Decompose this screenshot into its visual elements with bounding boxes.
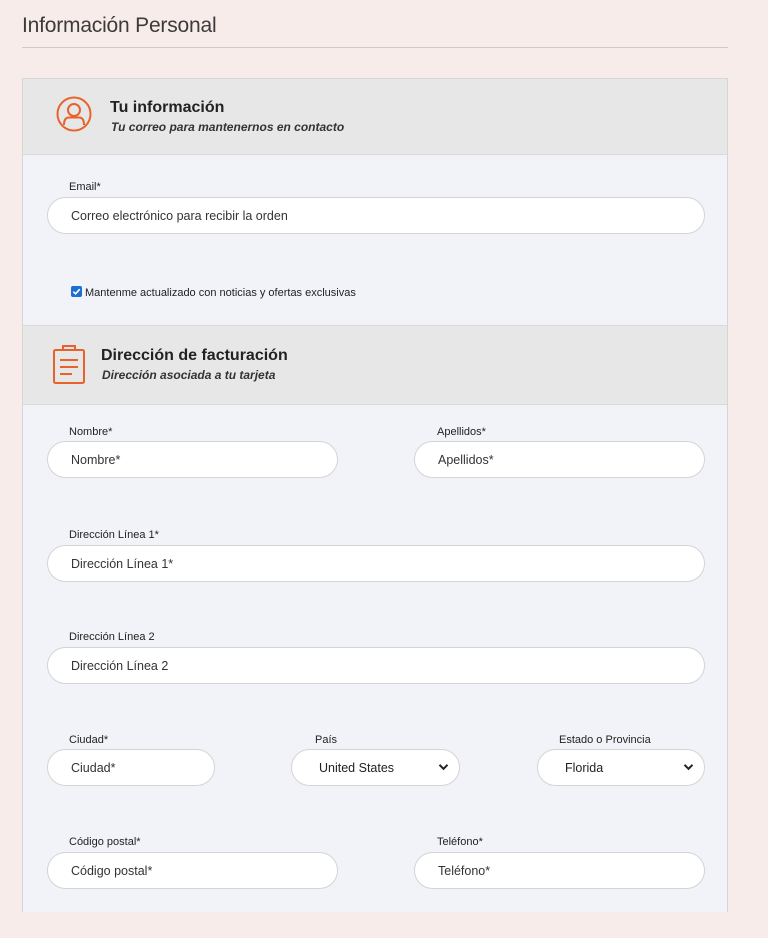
last-name-label: Apellidos*	[437, 426, 486, 438]
newsletter-label: Mantenme actualizado con noticias y ofertas exclusivas	[85, 287, 356, 299]
first-name-input[interactable]	[47, 441, 338, 478]
email-label: Email*	[69, 181, 101, 193]
state-value: Florida	[565, 760, 604, 775]
zip-label: Código postal*	[69, 836, 141, 848]
form-card	[22, 78, 728, 938]
page-bottom-strip	[0, 912, 768, 938]
city-input[interactable]	[47, 749, 215, 786]
chevron-down-icon	[683, 763, 694, 771]
first-name-label: Nombre*	[69, 426, 113, 438]
billing-title: Dirección de facturación	[101, 347, 288, 364]
phone-label: Teléfono*	[437, 836, 483, 848]
clipboard-icon	[51, 343, 87, 385]
page-title: Información Personal	[22, 14, 217, 37]
state-label: Estado o Provincia	[559, 734, 651, 746]
address1-label: Dirección Línea 1*	[69, 529, 159, 541]
address2-label: Dirección Línea 2	[69, 631, 155, 643]
state-select[interactable]	[537, 749, 705, 786]
title-divider	[22, 47, 728, 48]
your-info-header	[23, 79, 727, 155]
city-label: Ciudad*	[69, 734, 109, 746]
chevron-down-icon	[438, 763, 449, 771]
billing-subtitle: Dirección asociada a tu tarjeta	[102, 368, 276, 382]
zip-input[interactable]	[47, 852, 338, 889]
user-circle-icon	[55, 95, 93, 133]
your-info-subtitle: Tu correo para mantenernos en contacto	[111, 120, 345, 134]
country-select[interactable]	[291, 749, 460, 786]
phone-input[interactable]	[414, 852, 705, 889]
email-input[interactable]	[47, 197, 705, 234]
address2-input[interactable]	[47, 647, 705, 684]
newsletter-checkbox[interactable]	[71, 286, 82, 297]
last-name-input[interactable]	[414, 441, 705, 478]
check-icon	[72, 287, 81, 296]
your-info-title: Tu información	[110, 99, 225, 116]
country-value: United States	[319, 760, 395, 775]
country-label: País	[315, 734, 338, 746]
billing-header	[23, 325, 727, 405]
address1-input[interactable]	[47, 545, 705, 582]
